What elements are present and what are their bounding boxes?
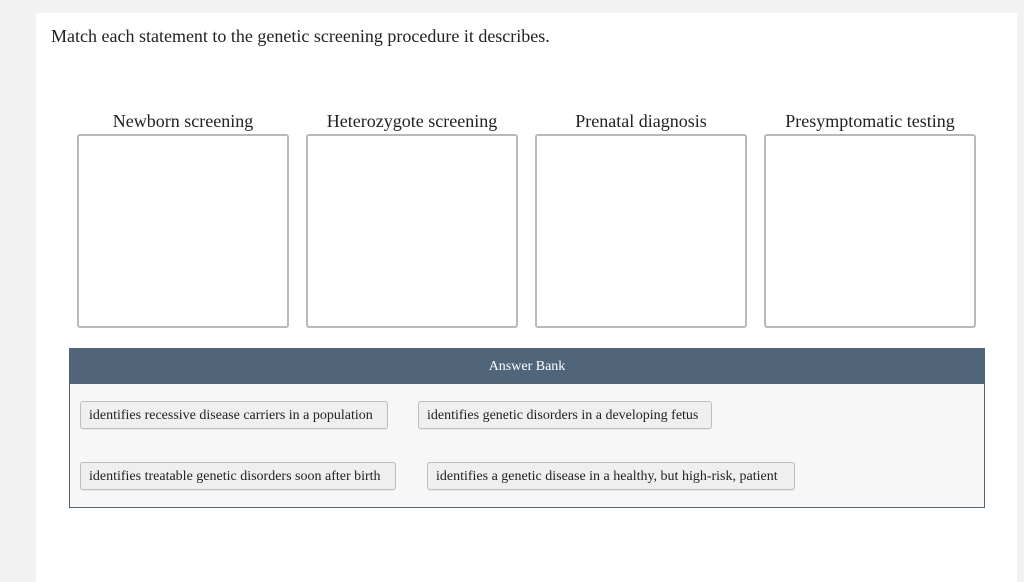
target-label: Heterozygote screening [326,111,498,131]
target-label: Presymptomatic testing [785,111,955,131]
answer-bank-title: Answer Bank [70,349,984,384]
target-prenatal-diagnosis [535,109,747,328]
question-prompt: Match each statement to the genetic screening procedure it describes. [51,26,550,46]
target-presymptomatic-testing [764,109,976,328]
drop-zone-heterozygote-screening[interactable] [306,134,518,328]
target-label: Prenatal diagnosis [575,111,707,131]
drop-zone-prenatal-diagnosis[interactable] [535,134,747,328]
target-label: Newborn screening [112,111,254,131]
answer-chip-fetus[interactable]: identifies genetic disorders in a developing fetus [418,401,712,429]
answer-chip-after-birth[interactable]: identifies treatable genetic disorders soon after birth [80,462,396,490]
answer-chip-high-risk[interactable]: identifies a genetic disease in a healthy, but high-risk, patient [427,462,795,490]
target-newborn-screening [77,109,289,328]
target-heterozygote-screening [306,109,518,328]
drop-zone-newborn-screening[interactable] [77,134,289,328]
answer-chip-carriers[interactable]: identifies recessive disease carriers in a population [80,401,388,429]
answer-bank[interactable] [69,348,985,508]
drop-zone-presymptomatic-testing[interactable] [764,134,976,328]
question-panel [36,13,1017,582]
